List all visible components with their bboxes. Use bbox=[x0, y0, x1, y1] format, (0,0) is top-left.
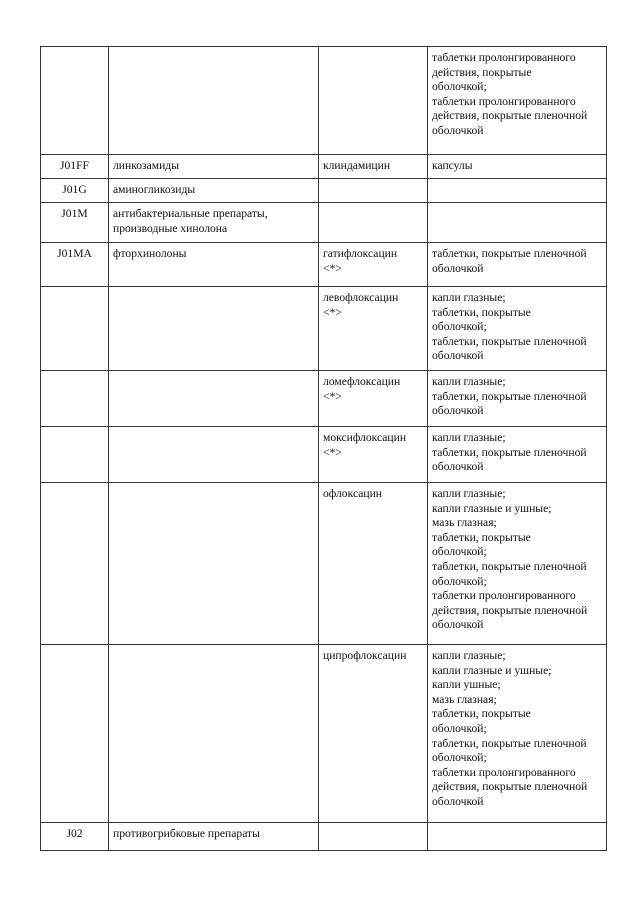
cell-text-line: таблетки, покрытые пленочной bbox=[432, 736, 587, 750]
drug-name-cell bbox=[319, 427, 428, 483]
atc-code: J02 bbox=[66, 827, 83, 840]
cell-text-line: капли глазные и ушные; bbox=[432, 663, 552, 677]
cell-text-line: <*> bbox=[323, 261, 342, 275]
atc-code: J01MA bbox=[57, 247, 92, 260]
cell-text-line: линкозамиды bbox=[113, 159, 179, 172]
cell-text-line: оболочкой bbox=[432, 460, 484, 474]
atc-code-cell bbox=[41, 155, 109, 179]
atc-code-cell bbox=[41, 287, 109, 371]
dosage-forms-cell bbox=[428, 645, 607, 823]
anatomical-group-cell bbox=[109, 243, 319, 287]
cell-text-line: капли глазные и ушные; bbox=[432, 501, 552, 515]
atc-code-cell bbox=[41, 203, 109, 243]
cell-text-line: капсулы bbox=[432, 159, 473, 172]
cell-text-line: таблетки пролонгированного bbox=[432, 589, 576, 603]
cell-text-line: таблетки, покрытые пленочной bbox=[432, 334, 587, 348]
anatomical-group-cell bbox=[109, 203, 319, 243]
cell-text-line: действия, покрытые пленочной bbox=[432, 780, 588, 794]
dosage-forms-cell bbox=[428, 427, 607, 483]
cell-text-line: оболочкой bbox=[432, 618, 484, 632]
atc-code-cell bbox=[41, 243, 109, 287]
table-row bbox=[41, 243, 607, 287]
cell-text-line: оболочкой; bbox=[432, 574, 487, 588]
cell-text-line: оболочкой; bbox=[432, 320, 487, 334]
cell-text-line: действия, покрытые bbox=[432, 65, 532, 79]
cell-text-line: капли глазные; bbox=[432, 375, 506, 388]
dosage-forms-cell bbox=[428, 179, 607, 203]
cell-text-line: оболочкой bbox=[432, 123, 484, 137]
dosage-forms-cell bbox=[428, 823, 607, 851]
atc-code-cell bbox=[41, 427, 109, 483]
atc-code-cell bbox=[41, 483, 109, 645]
cell-text-line: таблетки, покрытые пленочной bbox=[432, 445, 587, 459]
atc-code-cell bbox=[41, 179, 109, 203]
cell-text-line: антибактериальные препараты, bbox=[113, 207, 268, 220]
anatomical-group-cell bbox=[109, 823, 319, 851]
drug-name-cell bbox=[319, 155, 428, 179]
cell-text-line: производные хинолона bbox=[113, 221, 228, 235]
anatomical-group-cell bbox=[109, 371, 319, 427]
cell-text-line: оболочкой; bbox=[432, 545, 487, 559]
anatomical-group-cell bbox=[109, 427, 319, 483]
cell-text-line: мазь глазная; bbox=[432, 692, 497, 706]
table-row bbox=[41, 645, 607, 823]
table-row bbox=[41, 179, 607, 203]
table-row bbox=[41, 483, 607, 645]
anatomical-group-cell bbox=[109, 155, 319, 179]
cell-text-line: капли глазные; bbox=[432, 487, 506, 500]
drug-name-cell bbox=[319, 483, 428, 645]
cell-text-line: оболочкой bbox=[432, 349, 484, 363]
cell-text-line: капли ушные; bbox=[432, 678, 501, 692]
dosage-forms-cell bbox=[428, 47, 607, 155]
cell-text-line: противогрибковые препараты bbox=[113, 827, 260, 840]
table-row bbox=[41, 47, 607, 155]
anatomical-group-cell bbox=[109, 47, 319, 155]
cell-text-line: фторхинолоны bbox=[113, 247, 187, 260]
cell-text-line: таблетки пролонгированного bbox=[432, 94, 576, 108]
table-row bbox=[41, 371, 607, 427]
dosage-forms-cell bbox=[428, 155, 607, 179]
anatomical-group-cell bbox=[109, 287, 319, 371]
cell-text-line: оболочкой; bbox=[432, 80, 487, 94]
atc-code-cell bbox=[41, 645, 109, 823]
drug-name-cell bbox=[319, 371, 428, 427]
atc-code: J01FF bbox=[59, 159, 89, 172]
cell-text-line: гатифлоксацин bbox=[323, 247, 398, 260]
cell-text-line: аминогликозиды bbox=[113, 183, 196, 196]
drug-name-cell bbox=[319, 823, 428, 851]
table-row bbox=[41, 155, 607, 179]
drug-name-cell bbox=[319, 179, 428, 203]
atc-code: J01G bbox=[62, 183, 87, 196]
cell-text-line: таблетки пролонгированного bbox=[432, 51, 576, 64]
cell-text-line: <*> bbox=[323, 305, 342, 319]
cell-text-line: <*> bbox=[323, 389, 342, 403]
cell-text-line: таблетки, покрытые bbox=[432, 530, 531, 544]
table-row bbox=[41, 203, 607, 243]
cell-text-line: таблетки, покрытые пленочной bbox=[432, 247, 587, 260]
cell-text-line: ципрофлоксацин bbox=[323, 649, 407, 662]
drug-name-cell bbox=[319, 287, 428, 371]
cell-text-line: оболочкой bbox=[432, 261, 484, 275]
cell-text-line: оболочкой bbox=[432, 404, 484, 418]
cell-text-line: оболочкой; bbox=[432, 721, 487, 735]
dosage-forms-cell bbox=[428, 203, 607, 243]
cell-text-line: действия, покрытые пленочной bbox=[432, 603, 588, 617]
cell-text-line: моксифлоксацин bbox=[323, 431, 407, 444]
cell-text-line: таблетки, покрытые bbox=[432, 707, 531, 721]
atc-code-cell bbox=[41, 371, 109, 427]
cell-text-line: таблетки, покрытые пленочной bbox=[432, 559, 587, 573]
cell-text-line: таблетки, покрытые bbox=[432, 305, 531, 319]
drug-name-cell bbox=[319, 243, 428, 287]
cell-text-line: клиндамицин bbox=[323, 159, 391, 172]
anatomical-group-cell bbox=[109, 179, 319, 203]
cell-text-line: ломефлоксацин bbox=[323, 375, 401, 388]
atc-code-cell bbox=[41, 47, 109, 155]
drug-name-cell bbox=[319, 203, 428, 243]
cell-text-line: <*> bbox=[323, 445, 342, 459]
dosage-forms-cell bbox=[428, 287, 607, 371]
cell-text-line: капли глазные; bbox=[432, 431, 506, 444]
atc-code: J01M bbox=[61, 207, 88, 220]
cell-text-line: мазь глазная; bbox=[432, 516, 497, 530]
cell-text-line: капли глазные; bbox=[432, 291, 506, 304]
cell-text-line: левофлоксацин bbox=[323, 291, 399, 304]
cell-text-line: оболочкой bbox=[432, 794, 484, 808]
cell-text-line: таблетки, покрытые пленочной bbox=[432, 389, 587, 403]
anatomical-group-cell bbox=[109, 483, 319, 645]
cell-text-line: таблетки пролонгированного bbox=[432, 765, 576, 779]
dosage-forms-cell bbox=[428, 371, 607, 427]
table-row bbox=[41, 823, 607, 851]
table-body bbox=[41, 47, 607, 851]
cell-text-line: капли глазные; bbox=[432, 649, 506, 662]
anatomical-group-cell bbox=[109, 645, 319, 823]
table-row bbox=[41, 287, 607, 371]
table-row bbox=[41, 427, 607, 483]
dosage-forms-cell bbox=[428, 243, 607, 287]
cell-text-line: оболочкой; bbox=[432, 751, 487, 765]
drug-name-cell bbox=[319, 645, 428, 823]
drug-list-table bbox=[40, 46, 607, 851]
cell-text-line: офлоксацин bbox=[323, 487, 382, 500]
cell-text-line: действия, покрытые пленочной bbox=[432, 109, 588, 123]
atc-code-cell bbox=[41, 823, 109, 851]
dosage-forms-cell bbox=[428, 483, 607, 645]
drug-name-cell bbox=[319, 47, 428, 155]
